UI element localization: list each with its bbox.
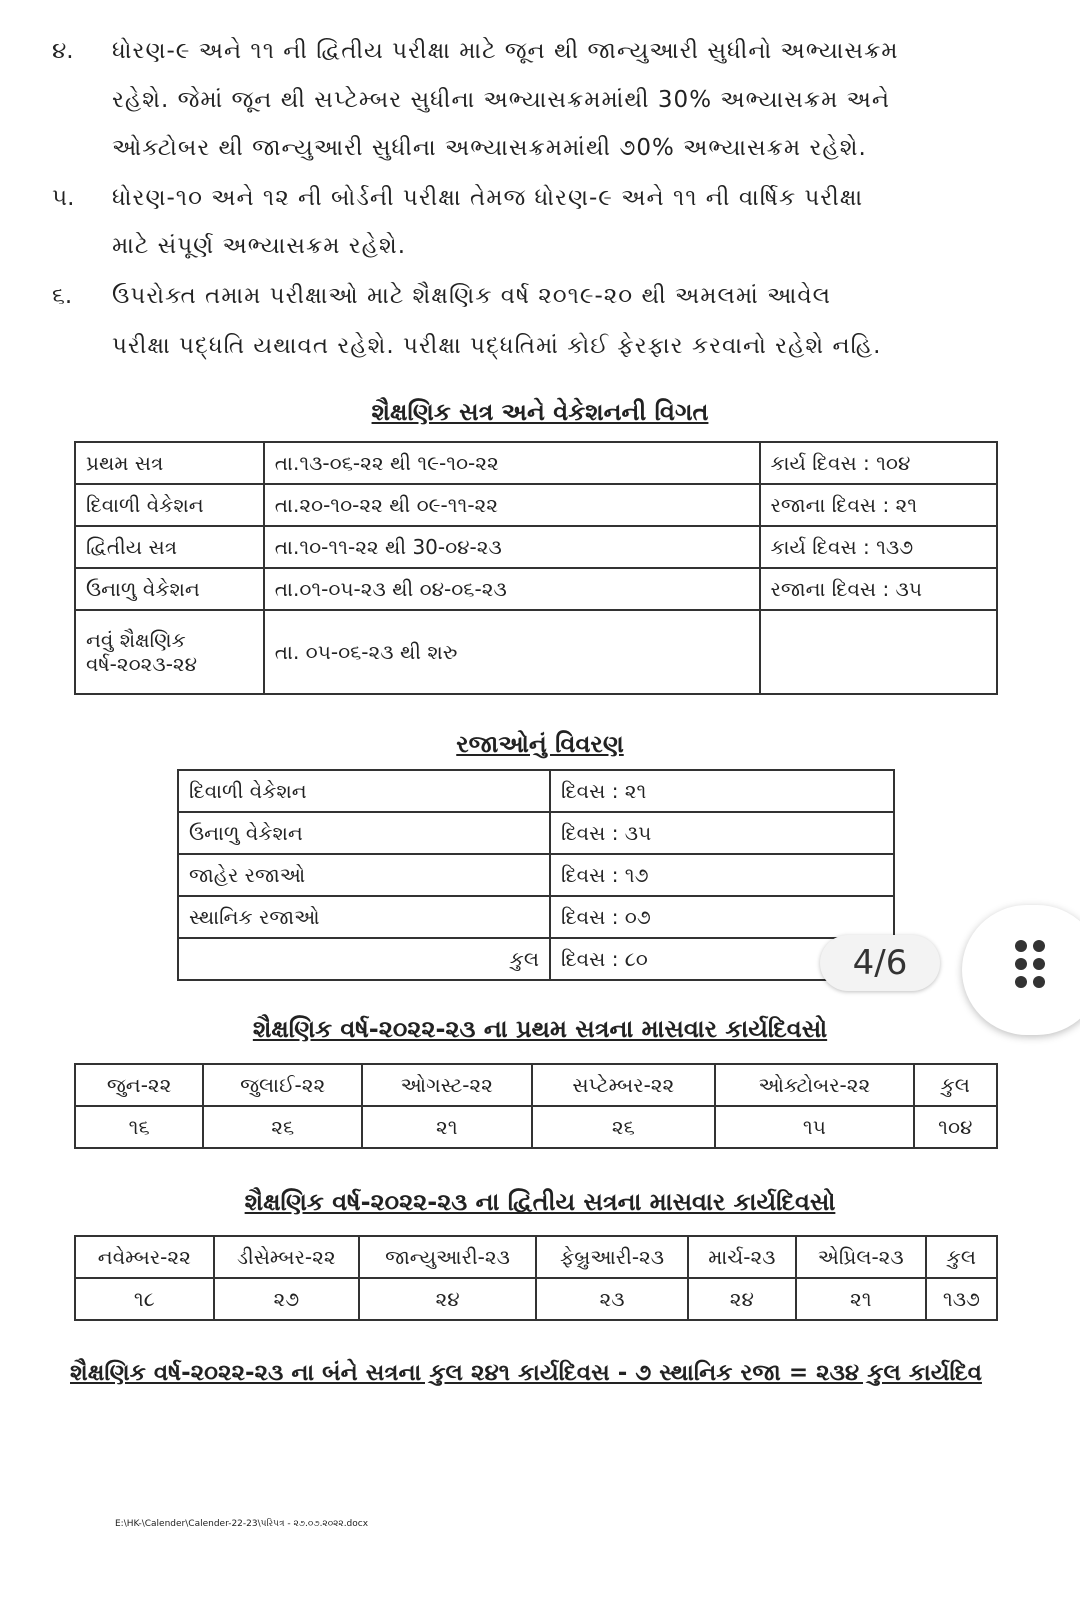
table-cell: રજાના દિવસ : ૨૧ — [760, 484, 997, 526]
table-cell: દિવસ : ૧૭ — [550, 854, 894, 896]
table-cell: ૧૮ — [75, 1278, 214, 1320]
table-cell: એપ્રિલ-૨૩ — [796, 1236, 926, 1278]
table-cell: કુલ — [926, 1236, 997, 1278]
table-row — [75, 610, 997, 694]
session-table — [74, 441, 998, 695]
holiday-table-heading: રજાઓનું વિવરણ — [456, 730, 624, 758]
holiday-table — [177, 769, 895, 981]
first-term-heading: શૈક્ષણિક વર્ષ-૨૦૨૨-૨૩ ના પ્રથમ સત્રના માસવાર કાર્યદિવસો — [252, 1015, 828, 1043]
table-cell — [760, 610, 997, 694]
table-cell: ૧૩૭ — [926, 1278, 997, 1320]
table-row — [178, 896, 894, 938]
session-table-heading: શૈક્ષણિક સત્ર અને વેકેશનની વિગત — [371, 398, 709, 426]
second-term-heading: શૈક્ષણિક વર્ષ-૨૦૨૨-૨૩ ના દ્વિતીય સત્રના માસવાર કાર્યદિવસો — [244, 1188, 836, 1216]
table-cell: ઓક્ટોબર-૨૨ — [715, 1064, 913, 1106]
table-cell: તા.૨૦-૧૦-૨૨ થી ૦૯-૧૧-૨૨ — [264, 484, 760, 526]
summary-line: શૈક્ષણિક વર્ષ-૨૦૨૨-૨૩ ના બંને સત્રના કુલ ૨૪૧ કાર્યદિવસ - ૭ સ્થાનિક રજા = ૨૩૪ કુલ કાર્યદિવ — [70, 1360, 982, 1386]
table-row — [75, 568, 997, 610]
table-row — [178, 854, 894, 896]
table-cell: દિવસ : ૩૫ — [550, 812, 894, 854]
text-line: માટે સંપૂર્ણ અભ્યાસક્રમ રહેશે. — [112, 233, 407, 259]
table-cell: ૨૬ — [532, 1106, 716, 1148]
item-number: ૫. — [52, 185, 75, 211]
table-cell: પ્રથમ સત્ર — [75, 442, 264, 484]
table-cell: કુલ — [178, 938, 550, 980]
table-cell: ફેબ્રુઆરી-૨૩ — [536, 1236, 688, 1278]
table-row — [178, 812, 894, 854]
table-cell: દ્વિતીય સત્ર — [75, 526, 264, 568]
table-cell: તા. ૦૫-૦૬-૨૩ થી શરુ — [264, 610, 760, 694]
text-line: પરીક્ષા પદ્ધતિ યથાવત રહેશે. પરીક્ષા પદ્ધતિમાં કોઈ ફેરફાર કરવાનો રહેશે નહિ. — [112, 333, 882, 359]
table-row — [75, 1064, 997, 1106]
table-cell: જુલાઈ-૨૨ — [203, 1064, 362, 1106]
table-cell: ૨૪ — [688, 1278, 796, 1320]
grid-dots-icon[interactable] — [1015, 940, 1045, 988]
table-cell: દિવસ : ૨૧ — [550, 770, 894, 812]
table-cell: ૧૬ — [75, 1106, 203, 1148]
table-cell: જાન્યુઆરી-૨૩ — [359, 1236, 536, 1278]
text-line: ઓક્ટોબર થી જાન્યુઆરી સુધીના અભ્યાસક્રમમાંથી ૭0% અભ્યાસક્રમ રહેશે. — [112, 135, 867, 161]
table-row — [75, 442, 997, 484]
table-row — [75, 1278, 997, 1320]
page-indicator: 4/6 — [820, 935, 940, 991]
second-term-table — [74, 1235, 998, 1321]
table-cell: કાર્ય દિવસ : ૧૩૭ — [760, 526, 997, 568]
table-row — [75, 484, 997, 526]
table-cell: સપ્ટેમ્બર-૨૨ — [532, 1064, 716, 1106]
item-number: ૪. — [52, 38, 74, 64]
table-cell: કાર્ય દિવસ : ૧૦૪ — [760, 442, 997, 484]
table-cell: ઓગસ્ટ-૨૨ — [362, 1064, 531, 1106]
table-cell: ૧૦૪ — [914, 1106, 997, 1148]
text-line: ઉપરોક્ત તમામ પરીક્ષાઓ માટે શૈક્ષણિક વર્ષ ૨૦૧૯-૨૦ થી અમલમાં આવેલ — [112, 283, 832, 309]
table-cell: ૨૩ — [536, 1278, 688, 1320]
table-cell: ૨૬ — [203, 1106, 362, 1148]
table-cell: નવું શૈક્ષણિક વર્ષ-૨૦૨૩-૨૪ — [75, 610, 264, 694]
table-row — [178, 938, 894, 980]
table-cell: દિવસ : ૦૭ — [550, 896, 894, 938]
text-line: રહેશે. જેમાં જૂન થી સપ્ટેમ્બર સુધીના અભ્યાસક્રમમાંથી 30% અભ્યાસક્રમ અને — [112, 87, 891, 113]
table-row — [178, 770, 894, 812]
table-cell: માર્ચ-૨૩ — [688, 1236, 796, 1278]
table-cell: તા.૧૩-૦૬-૨૨ થી ૧૯-૧૦-૨૨ — [264, 442, 760, 484]
table-cell: ઉનાળુ વેકેશન — [178, 812, 550, 854]
table-cell: ૨૧ — [362, 1106, 531, 1148]
table-cell: કુલ — [914, 1064, 997, 1106]
table-cell: તા.૦૧-૦૫-૨૩ થી ૦૪-૦૬-૨૩ — [264, 568, 760, 610]
table-cell: જાહેર રજાઓ — [178, 854, 550, 896]
table-cell: ૧૫ — [715, 1106, 913, 1148]
text-line: ધોરણ-૧૦ અને ૧૨ ની બોર્ડની પરીક્ષા તેમજ ધોરણ-૯ અને ૧૧ ની વાર્ષિક પરીક્ષા — [112, 185, 864, 211]
table-cell: સ્થાનિક રજાઓ — [178, 896, 550, 938]
table-cell: ૨૪ — [359, 1278, 536, 1320]
file-path: E:\HK-\Calender\Calender-22-23\પરિપત્ર - ૨૭.૦૭.૨૦૨૨.docx — [115, 1519, 369, 1529]
table-cell: નવેમ્બર-૨૨ — [75, 1236, 214, 1278]
first-term-table — [74, 1063, 998, 1149]
table-row — [75, 1106, 997, 1148]
table-cell: ૨૧ — [796, 1278, 926, 1320]
table-cell: જુન-૨૨ — [75, 1064, 203, 1106]
table-cell: તા.૧૦-૧૧-૨૨ થી 30-૦૪-૨૩ — [264, 526, 760, 568]
table-cell: દિવાળી વેકેશન — [178, 770, 550, 812]
table-cell: ઉનાળુ વેકેશન — [75, 568, 264, 610]
text-line: ધોરણ-૯ અને ૧૧ ની દ્વિતીય પરીક્ષા માટે જૂન થી જાન્યુઆરી સુધીનો અભ્યાસક્રમ — [112, 38, 899, 64]
table-row — [75, 526, 997, 568]
table-row — [75, 1236, 997, 1278]
table-cell: દિવાળી વેકેશન — [75, 484, 264, 526]
table-cell: રજાના દિવસ : ૩૫ — [760, 568, 997, 610]
item-number: ૬. — [52, 283, 73, 309]
table-cell: દિવસ : ૮૦ — [550, 938, 894, 980]
table-cell: ૨૭ — [214, 1278, 359, 1320]
table-cell: ડીસેમ્બર-૨૨ — [214, 1236, 359, 1278]
